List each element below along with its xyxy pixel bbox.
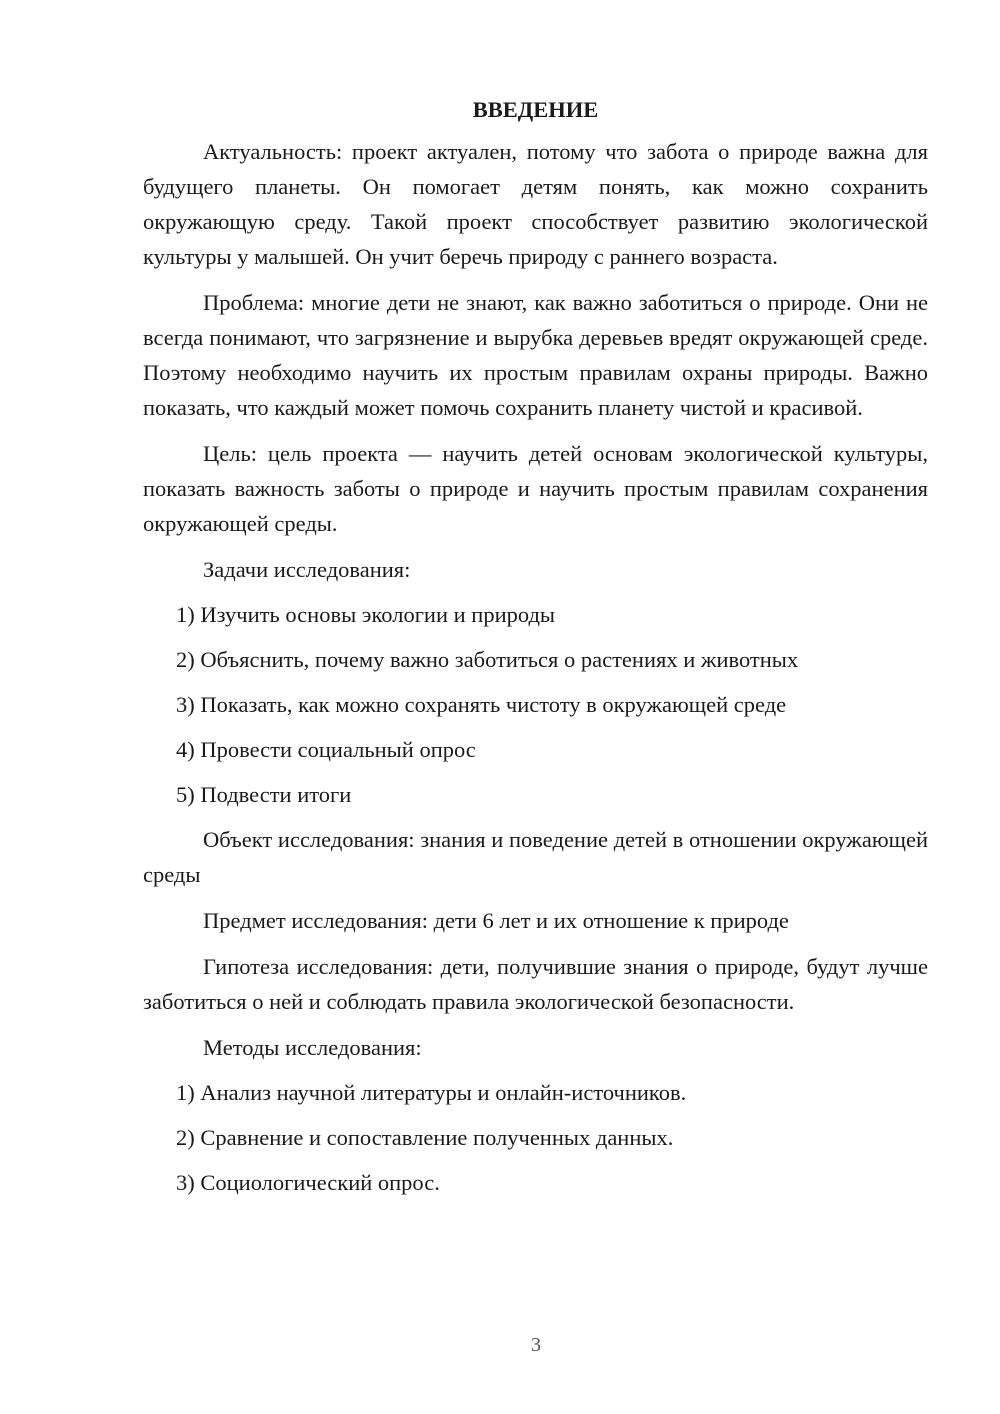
list-item: 2) Сравнение и сопоставление полученных данных. — [176, 1125, 674, 1150]
page-number: 3 — [531, 1334, 541, 1356]
list-item: 3) Показать, как можно сохранять чистоту в окружающей среде — [176, 692, 787, 717]
list-item: 1) Анализ научной литературы и онлайн-источников. — [176, 1080, 687, 1105]
tasks-label: Задачи исследования: — [203, 557, 411, 582]
tasks-list — [143, 597, 928, 812]
subject-paragraph: Предмет исследования: дети 6 лет и их отношение к природе — [203, 908, 789, 933]
methods-list — [143, 1075, 928, 1200]
page-content — [143, 92, 928, 1210]
list-item: 3) Социологический опрос. — [176, 1170, 440, 1195]
actuality-paragraph: Актуальность: проект актуален, потому что забота о природе важна для будущего планеты. Он помогает детям понять, как можно сохранить окружающую среду. Такой проект способствует развитию экологической культуры у малышей. Он учит беречь природу с раннего возраста. — [143, 139, 928, 269]
methods-label: Методы исследования: — [203, 1035, 422, 1060]
list-item: 4) Провести социальный опрос — [176, 737, 476, 762]
list-item: 2) Объяснить, почему важно заботиться о растениях и животных — [176, 647, 799, 672]
hypothesis-paragraph: Гипотеза исследования: дети, получившие знания о природе, будут лучше заботиться о ней и соблюдать правила экологической безопасности. — [143, 954, 928, 1014]
list-item: 1) Изучить основы экологии и природы — [176, 602, 556, 627]
object-paragraph: Объект исследования: знания и поведение детей в отношении окружающей среды — [143, 827, 928, 887]
page-title: ВВЕДЕНИЕ — [472, 97, 599, 122]
list-item: 5) Подвести итоги — [176, 782, 352, 807]
goal-paragraph: Цель: цель проекта — научить детей основам экологической культуры, показать важность заботы о природе и научить простым правилам сохранения окружающей среды. — [143, 441, 928, 536]
problem-paragraph: Проблема: многие дети не знают, как важно заботиться о природе. Они не всегда понимают, что загрязнение и вырубка деревьев вредят окружающей среде. Поэтому необходимо научить их простым правилам охраны природы. Важно показать, что каждый может помочь сохранить планету чистой и красивой. — [143, 290, 928, 420]
